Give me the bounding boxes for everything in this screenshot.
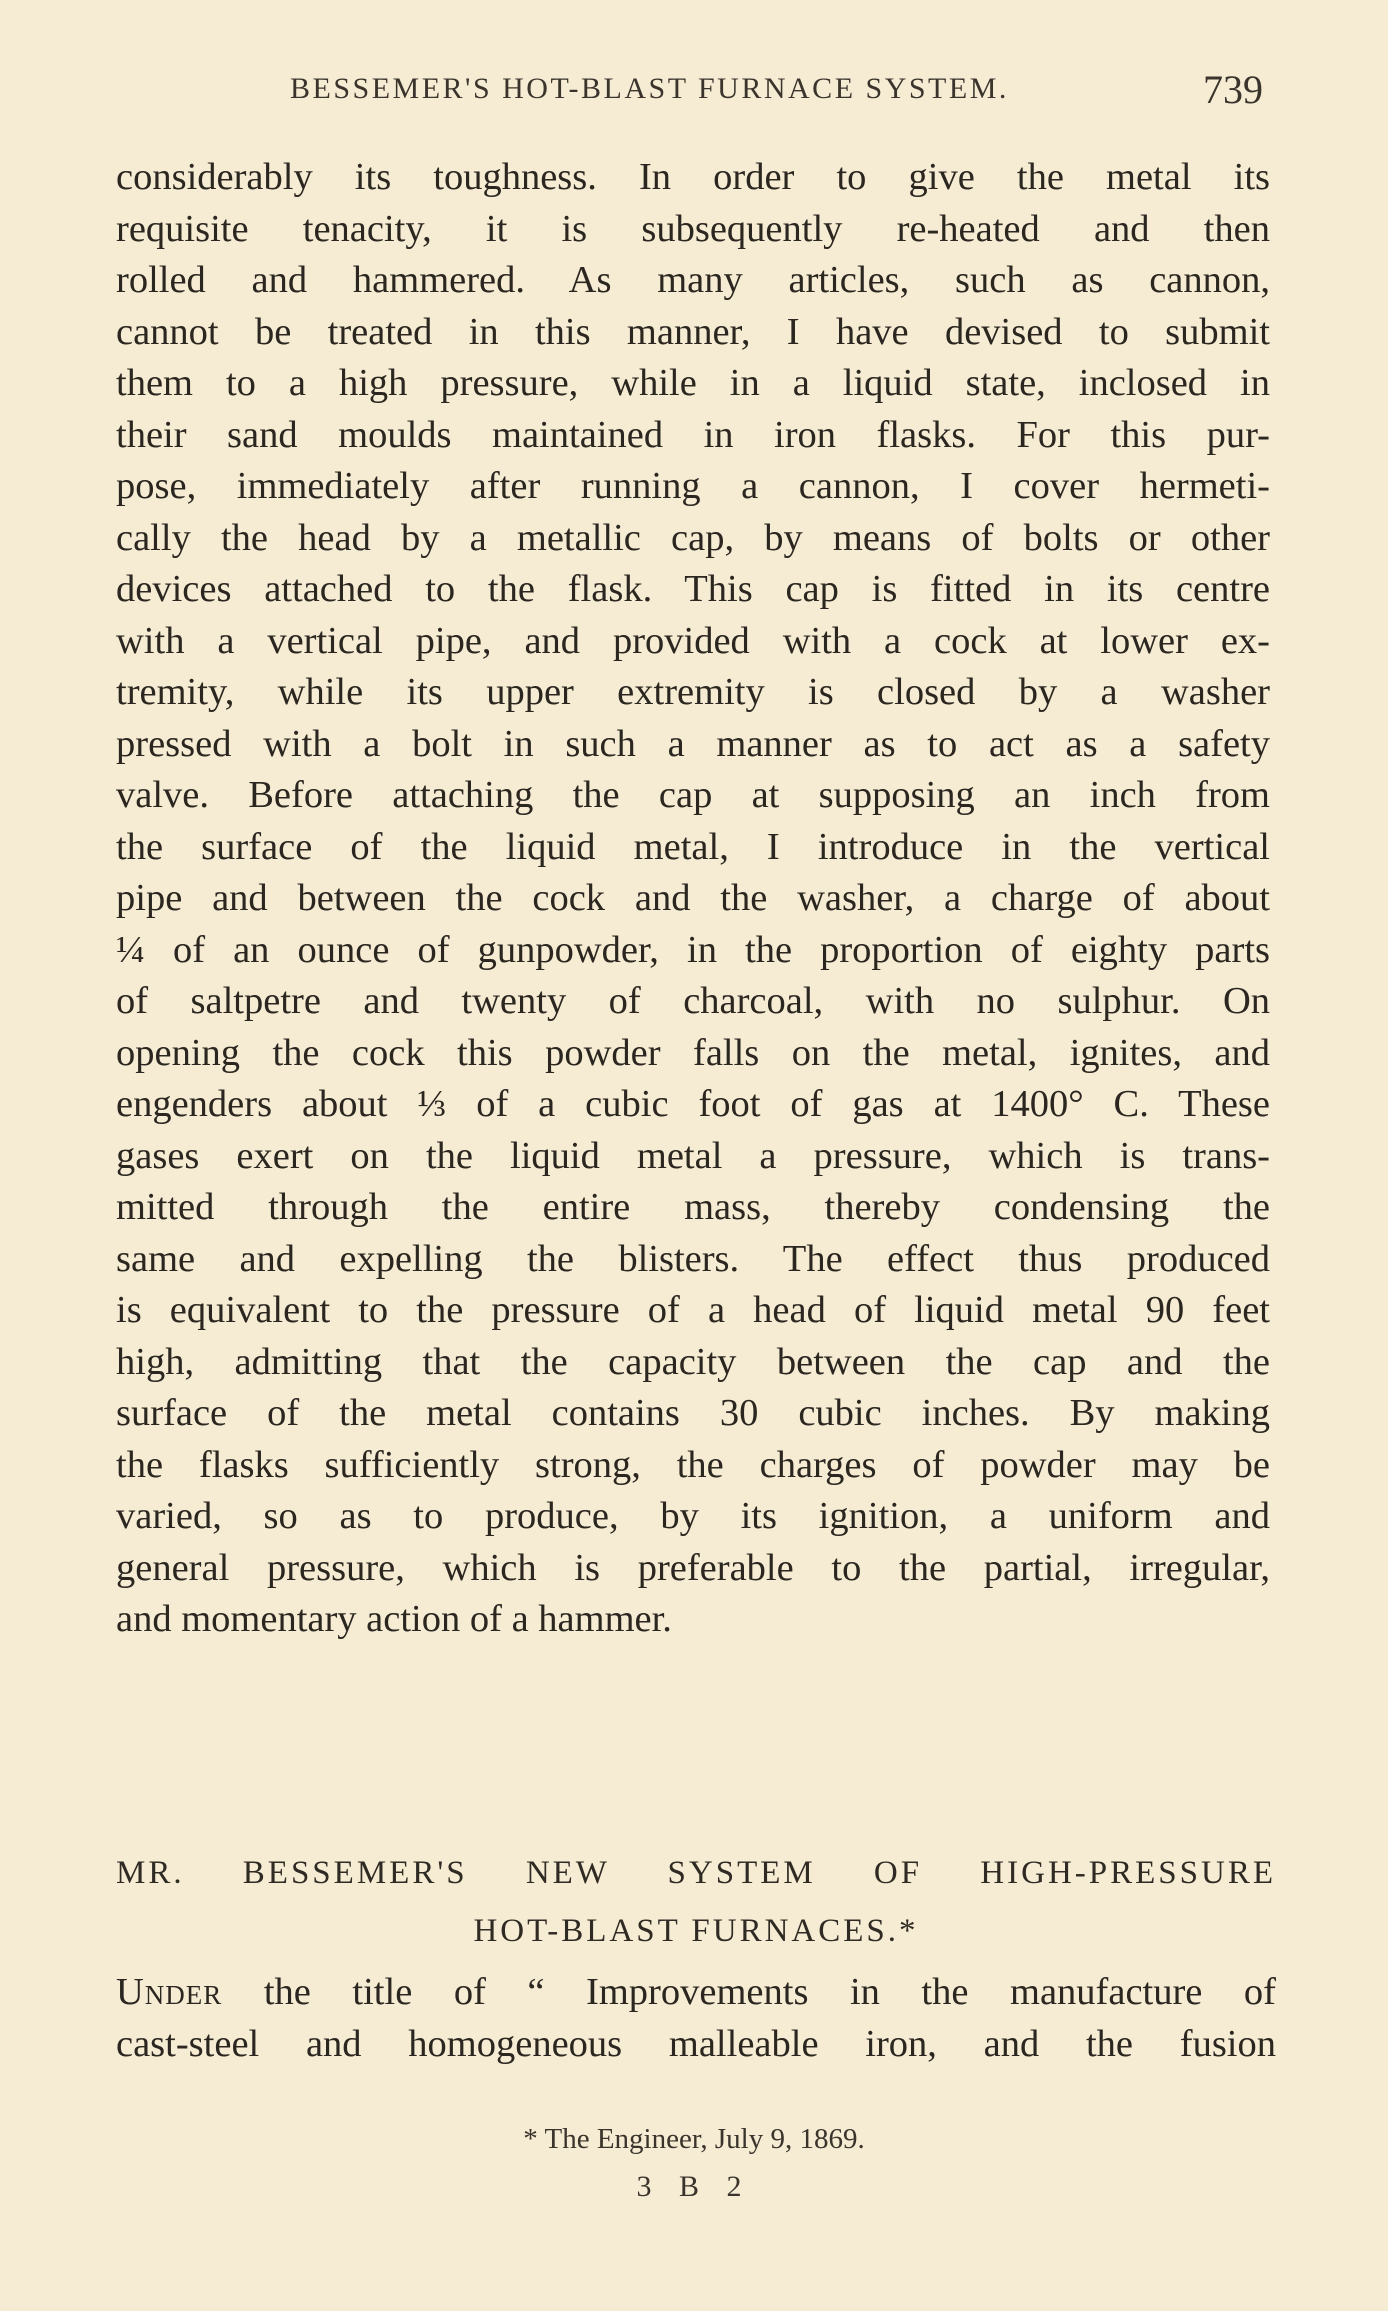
body-paragraph (116, 152, 1270, 1646)
section-paragraph (116, 1967, 1276, 2070)
running-head: BESSEMER'S HOT-BLAST FURNACE SYSTEM. (290, 72, 1009, 105)
text-line: tremity, while its upper extremity is closed by a washer (116, 671, 1270, 713)
text-line: gases exert on the liquid metal a pressure, which is trans- (116, 1134, 1270, 1177)
section-title-line-2: HOT-BLAST FURNACES.* (473, 1913, 919, 1949)
text-line: same and expelling the blisters. The effect thus produced (116, 1237, 1270, 1280)
text-line: devices attached to the flask. This cap is fitted in its centre (116, 568, 1270, 610)
text-line: cast-steel and homogeneous malleable iron, and the fusion (116, 2022, 1276, 2065)
text-line: general pressure, which is preferable to the partial, irregular, (116, 1546, 1270, 1589)
text-line: them to a high pressure, while in a liquid state, inclosed in (116, 362, 1270, 404)
text-line: engenders about ⅓ of a cubic foot of gas at 1400° C. These (116, 1083, 1270, 1125)
text-line: surface of the metal contains 30 cubic inches. By making (116, 1392, 1270, 1434)
text-line: of saltpetre and twenty of charcoal, with no sulphur. On (116, 980, 1270, 1022)
footnote: * The Engineer, July 9, 1869. (523, 2123, 865, 2155)
text-line: is equivalent to the pressure of a head of liquid metal 90 feet (116, 1289, 1270, 1331)
text-line: ¼ of an ounce of gunpowder, in the proportion of eighty parts (116, 928, 1270, 971)
text-line: the flasks sufficiently strong, the charges of powder may be (116, 1443, 1270, 1486)
text-line: the surface of the liquid metal, I introduce in the vertical (116, 825, 1270, 868)
text-line: pose, immediately after running a cannon, I cover hermeti- (116, 465, 1270, 507)
text-line: varied, so as to produce, by its ignition, a uniform and (116, 1495, 1270, 1537)
page-number: 739 (1203, 67, 1263, 112)
text-line (116, 1967, 1276, 2019)
text-line: cannot be treated in this manner, I have devised to submit (116, 310, 1270, 353)
text-line: with a vertical pipe, and provided with a cock at lower ex- (116, 619, 1270, 662)
text-line: rolled and hammered. As many articles, such as cannon, (116, 259, 1270, 301)
text-line: high, admitting that the capacity between the cap and the (116, 1340, 1270, 1383)
text-line: opening the cock this powder falls on the metal, ignites, and (116, 1031, 1270, 1074)
lead-word: Under (116, 1971, 223, 2013)
text-line: pipe and between the cock and the washer, a charge of about (116, 877, 1270, 919)
text-line: pressed with a bolt in such a manner as to act as a safety (116, 722, 1270, 765)
signature-mark: 3 B 2 (636, 2170, 752, 2203)
text-run: the title of “ Improvements in the manufacture of (222, 1971, 1276, 2013)
text-line: valve. Before attaching the cap at supposing an inch from (116, 774, 1270, 816)
text-line: considerably its toughness. In order to give the metal its (116, 156, 1270, 198)
text-line: and momentary action of a hammer. (116, 1598, 672, 1640)
text-line: their sand moulds maintained in iron flasks. For this pur- (116, 413, 1270, 456)
text-line: requisite tenacity, it is subsequently re-heated and then (116, 207, 1270, 250)
text-line: mitted through the entire mass, thereby condensing the (116, 1186, 1270, 1228)
text-line: cally the head by a metallic cap, by means of bolts or other (116, 516, 1270, 559)
section-title-line-1: MR. BESSEMER'S NEW SYSTEM OF HIGH-PRESSURE (116, 1855, 1276, 1891)
